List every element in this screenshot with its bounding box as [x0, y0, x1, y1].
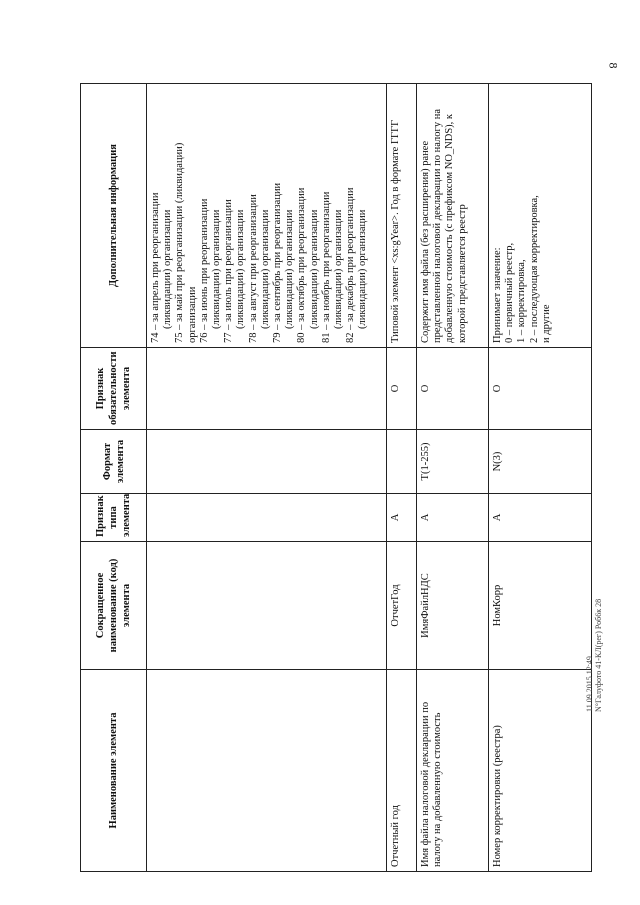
row-required: О	[489, 348, 592, 430]
continuation-info: 74 – за апрель при реорганизации (ликвидации) организации 75 – за май при реорганизации (ликвидации) организации 76 – за июнь при реорганизации (ликвидации) организации 77 – за июль при реорганизации (ликвидации) организации 78 – за август при реорганизации (ликвидации) организации 79 – за сентябрь при реорганизации (ликвидации) организации 80 – за октябрь при реорганизации (ликвидации) организации 81 – за ноябрь при реорганизации (ликвидации) организации 82 – за декабрь при реорганизации (ликвидации) организации	[147, 84, 387, 348]
file-stamp: 11.09.2015 12:49 N°Галуфото 41-КЛ(рег) Роб6к 28	[585, 598, 603, 712]
elements-table	[80, 83, 592, 872]
header-code: Сокращенное наименование (код) элемента	[81, 542, 147, 670]
row-info: Принимает значение: 0 – первичный реестр, 1 – корректировка, 2 – последующая корректировка, и другие	[489, 84, 592, 348]
table-row	[489, 84, 592, 872]
header-info: Дополнительная информация	[81, 84, 147, 348]
row-name: Отчетный год	[387, 670, 417, 872]
row-required: О	[417, 348, 489, 430]
header-required: Признак обязательности элемента	[81, 348, 147, 430]
row-code: ИмяФайлНДС	[417, 542, 489, 670]
page-number: 8	[606, 62, 621, 69]
rotated-table-wrapper	[80, 84, 592, 872]
table-row	[147, 84, 387, 872]
row-format: T(1-255)	[417, 430, 489, 494]
header-format: Формат элемента	[81, 430, 147, 494]
row-type: А	[387, 494, 417, 542]
row-type: А	[489, 494, 592, 542]
table-row	[387, 84, 417, 872]
table-row	[417, 84, 489, 872]
header-type: Признак типа элемента	[81, 494, 147, 542]
row-code: НомКорр	[489, 542, 592, 670]
row-info: Типовой элемент <xs:gYear>. Год в формате ГГГГ	[387, 84, 417, 348]
row-info: Содержит имя файла (без расширения) ранее представленной налоговой декларации по налогу на добавленную стоимость (с префиксом NO_NDS), к которой представляется реестр	[417, 84, 489, 348]
row-format: N(3)	[489, 430, 592, 494]
row-name: Имя файла налоговой декларации по налогу на добавленную стоимость	[417, 670, 489, 872]
row-type: А	[417, 494, 489, 542]
header-row	[81, 84, 147, 872]
row-code: ОтчетГод	[387, 542, 417, 670]
row-format	[387, 430, 417, 494]
row-name: Номер корректировки (реестра)	[489, 670, 592, 872]
row-required: О	[387, 348, 417, 430]
header-name: Наименование элемента	[81, 670, 147, 872]
